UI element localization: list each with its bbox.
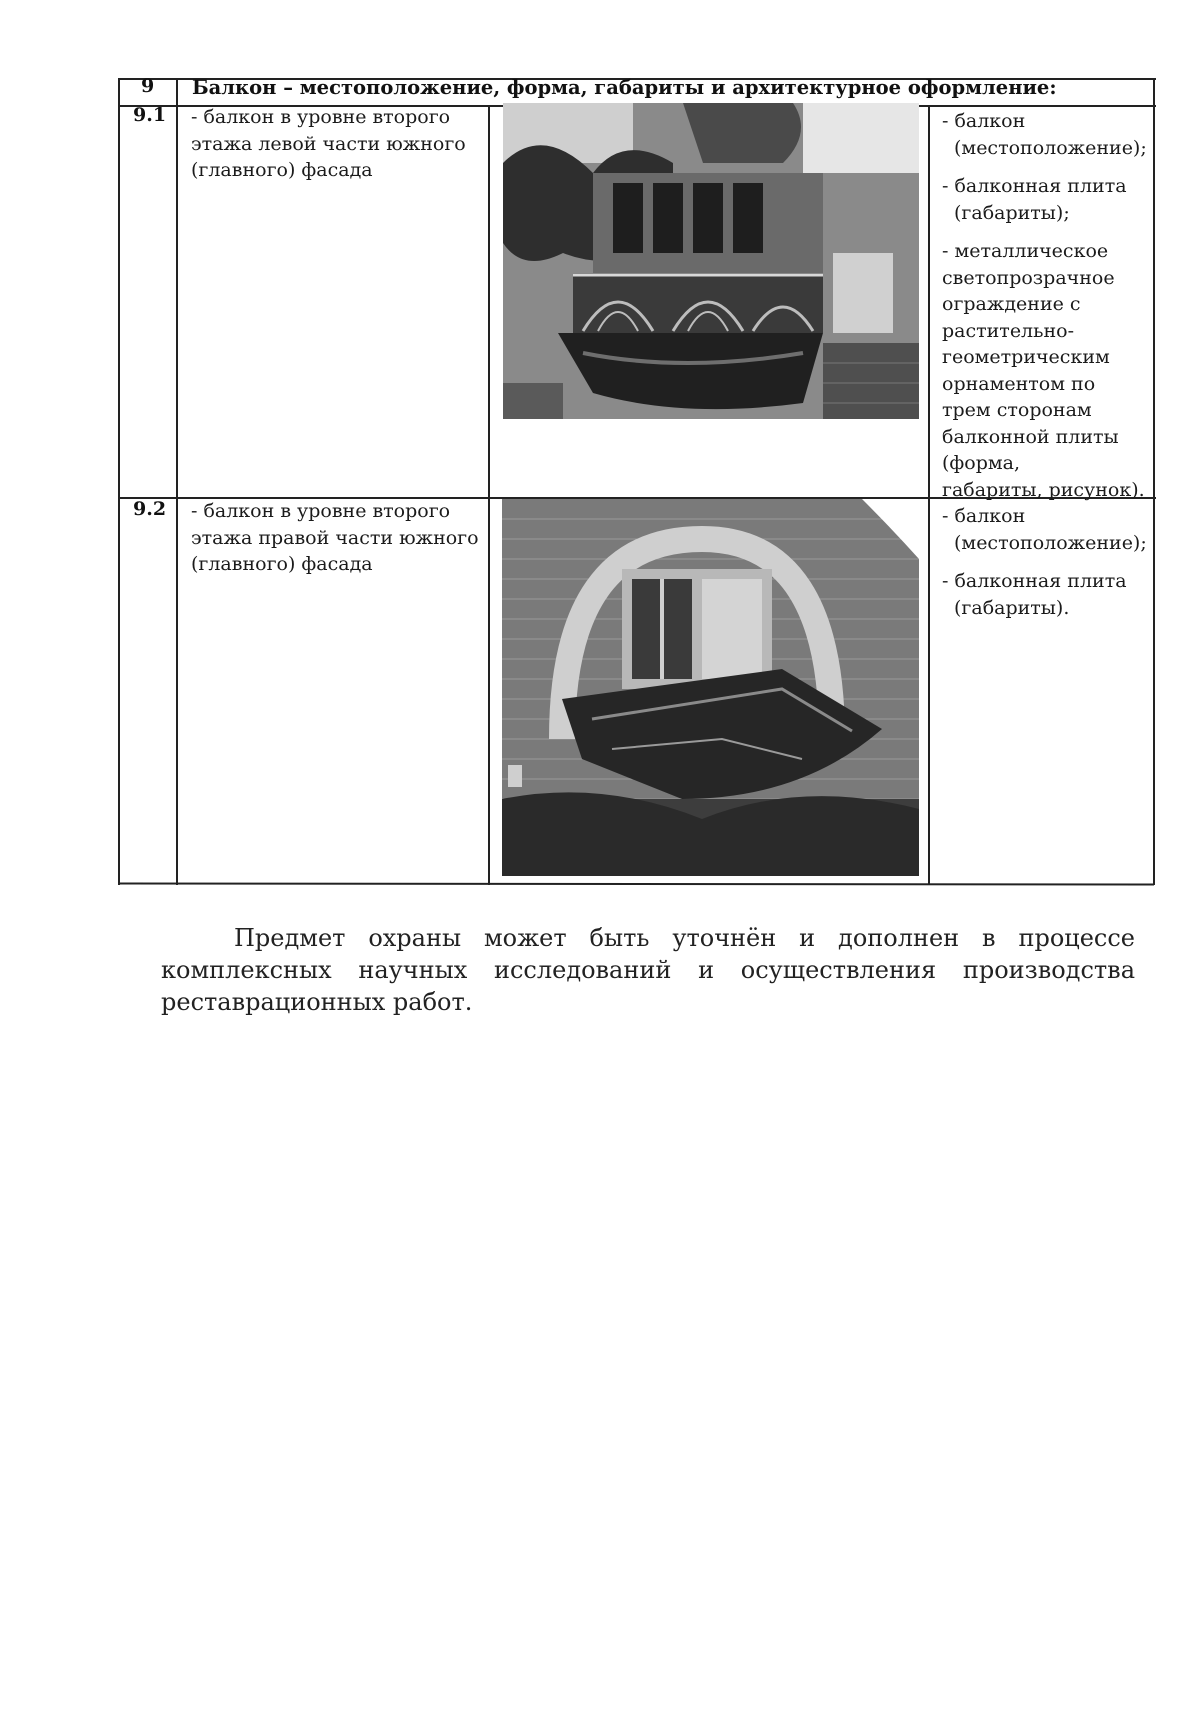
paragraph-line: Предмет охраны может быть уточнён и дополнен в процессе — [234, 924, 1135, 952]
row-number: 9.2 — [133, 498, 167, 520]
item-line: - балкон — [942, 110, 1026, 132]
table-border-right — [1153, 78, 1155, 885]
item-balcony-location — [942, 503, 1148, 556]
table-border-left — [118, 78, 120, 885]
item-balcony-location — [942, 108, 1148, 161]
row-description — [191, 498, 483, 578]
item-line: - балконная плита — [942, 175, 1127, 197]
row-items — [942, 108, 1148, 515]
item-line: балконной плиты — [942, 425, 1119, 448]
item-line: растительно- — [942, 319, 1074, 342]
description-line: - балкон в уровне второго — [191, 500, 451, 522]
item-line: ограждение с — [942, 293, 1081, 315]
paragraph-line: комплексных научных исследований и осуществления производства — [161, 956, 1135, 984]
table-column-divider — [488, 105, 490, 885]
description-line: (главного) фасада — [191, 159, 373, 181]
item-line: трем сторонам — [942, 399, 1092, 421]
item-line: орнаментом по — [942, 372, 1096, 395]
item-line: светопрозрачное — [942, 266, 1115, 289]
section-number: 9 — [141, 75, 155, 97]
item-balcony-railing — [942, 238, 1148, 503]
item-line: - балкон — [942, 505, 1026, 527]
section-title: Балкон – местоположение, форма, габариты и архитектурное оформление: — [192, 76, 1057, 99]
item-line: - металлическое — [942, 240, 1109, 262]
item-line: (габариты); — [954, 201, 1070, 224]
item-line: габариты, рисунок). — [942, 478, 1145, 501]
paragraph-line: реставрационных работ. — [161, 988, 473, 1016]
description-line: - балкон в уровне второго — [191, 106, 451, 128]
item-line: (габариты). — [954, 596, 1070, 619]
item-line: - балконная плита — [942, 570, 1127, 592]
balcony-photo-left — [503, 103, 919, 419]
balcony-photo-right-image — [502, 499, 919, 876]
description-line: (главного) фасада — [191, 553, 373, 575]
row-description — [191, 104, 483, 184]
table-column-divider — [928, 105, 930, 885]
item-balcony-slab — [942, 173, 1148, 226]
table-border-bottom — [118, 883, 1154, 886]
balcony-photo-right — [502, 499, 919, 876]
row-items — [942, 503, 1148, 633]
item-balcony-slab — [942, 568, 1148, 621]
item-line: (местоположение); — [954, 136, 1147, 159]
table-column-divider — [176, 78, 178, 885]
item-line: геометрическим — [942, 346, 1110, 368]
description-line: этажа правой части южного — [191, 526, 479, 549]
balcony-photo-left-image — [503, 103, 919, 419]
row-number: 9.1 — [133, 104, 167, 126]
protection-note-paragraph — [161, 922, 1135, 1018]
description-line: этажа левой части южного — [191, 132, 466, 155]
item-line: (форма, — [942, 452, 1021, 474]
item-line: (местоположение); — [954, 531, 1147, 554]
